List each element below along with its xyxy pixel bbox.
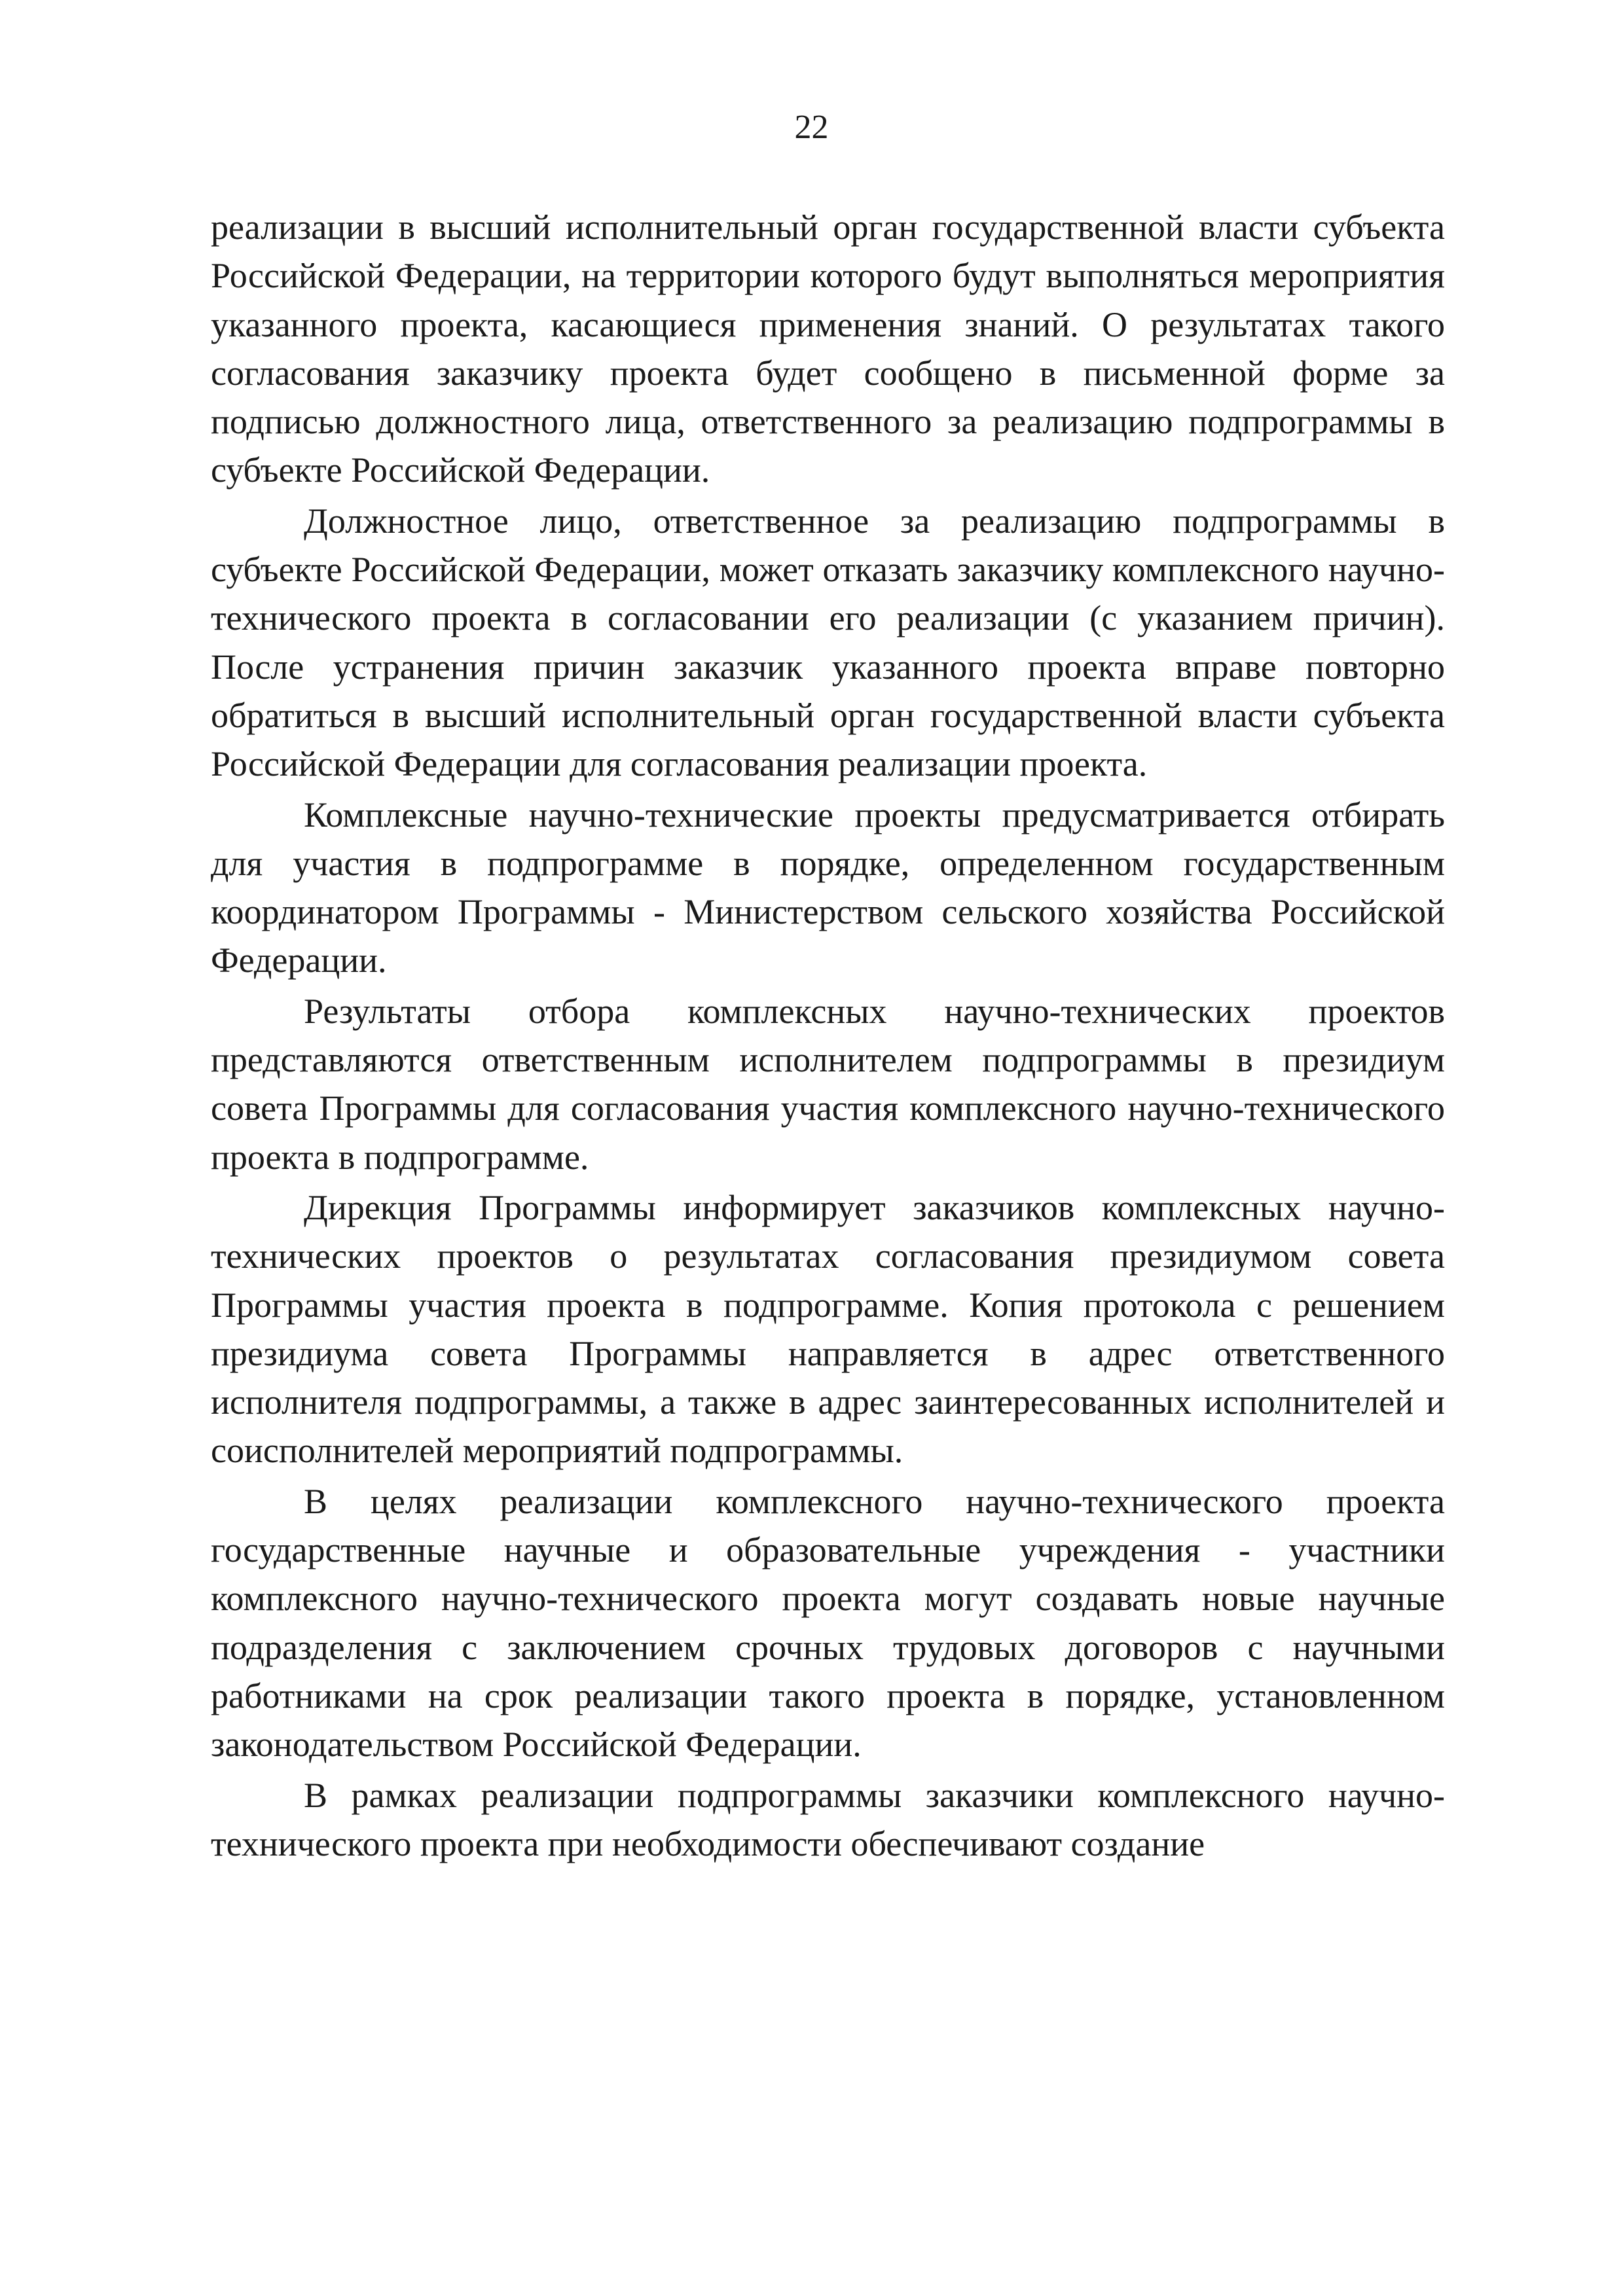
paragraph-5: Дирекция Программы информирует заказчиков комплексных научно-технических проектов о результатах согласования президиумом совета Программы участия проекта в подпрограмме. Копия протокола с решением президиума совета Программы направляется в адрес ответственного исполнителя подпрограммы, а также в адрес заинтересованных исполнителей и соисполнителей мероприятий подпрограммы.: [211, 1187, 1445, 1471]
paragraph-4: Результаты отбора комплексных научно-технических проектов представляются ответственным исполнителем подпрограммы в президиум совета Программы для согласования участия комплексного научно-технического проекта в подпрограмме.: [211, 991, 1445, 1177]
page-number: 22: [794, 109, 829, 146]
paragraph-1: реализации в высший исполнительный орган государственной власти субъекта Российской Федерации, на территории которого будут выполняться мероприятия указанного проекта, касающиеся применения знаний. О результатах такого согласования заказчику проекта будет сообщено в письменной форме за подписью должностного лица, ответственного за реализацию подпрограммы в субъекте Российской Федерации.: [211, 207, 1445, 490]
paragraph-7: В рамках реализации подпрограммы заказчики комплексного научно-технического проекта при необходимости обеспечивают создание: [211, 1775, 1445, 1863]
paragraph-3: Комплексные научно-технические проекты предусматривается отбирать для участия в подпрограмме в порядке, определенном государственным координатором Программы - Министерством сельского хозяйства Российской Федерации.: [211, 795, 1445, 980]
paragraph-6: В целях реализации комплексного научно-технического проекта государственные научные и образовательные учреждения - участники комплексного научно-технического проекта могут создавать новые научные подразделения с заключением срочных трудовых договоров с научными работниками на срок реализации такого проекта в порядке, установленном законодательством Российской Федерации.: [211, 1481, 1445, 1765]
document-body: [211, 203, 1445, 1868]
paragraph-2: Должностное лицо, ответственное за реализацию подпрограммы в субъекте Российской Федерации, может отказать заказчику комплексного научно-технического проекта в согласовании его реализации (с указанием причин). После устранения причин заказчик указанного проекта вправе повторно обратиться в высший исполнительный орган государственной власти субъекта Российской Федерации для согласования реализации проекта.: [211, 501, 1445, 784]
